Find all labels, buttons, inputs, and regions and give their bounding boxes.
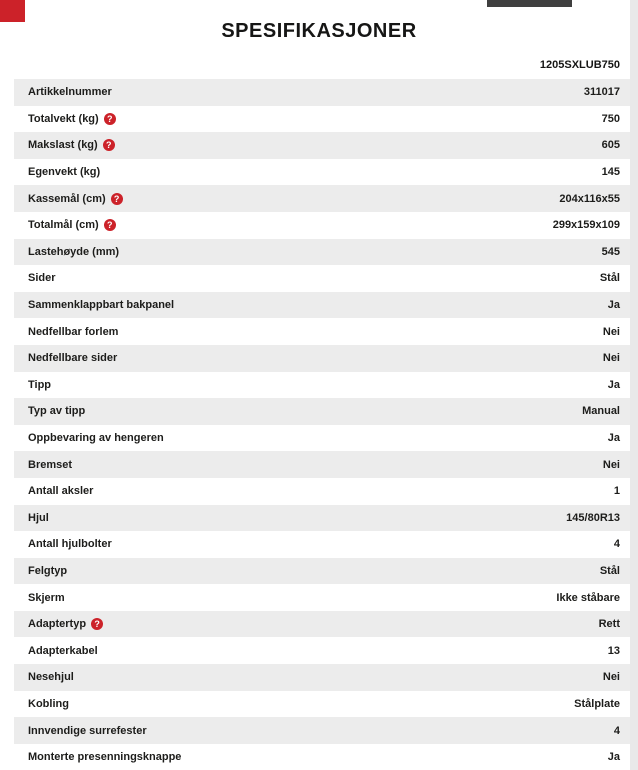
row-label-cell <box>28 485 93 497</box>
table-row <box>14 584 630 611</box>
scrollbar[interactable] <box>630 0 638 770</box>
row-label-cell <box>28 405 85 417</box>
row-label: Adaptertyp <box>28 618 87 631</box>
row-value: 145/80R13 <box>566 511 620 524</box>
row-label: Innvendige surrefester <box>28 724 147 737</box>
top-dark-fragment <box>487 0 572 7</box>
table-row <box>14 79 630 106</box>
table-row <box>14 398 630 425</box>
table-row <box>14 451 630 478</box>
row-label: Nedfellbare sider <box>28 352 118 365</box>
row-value: Nei <box>602 671 620 684</box>
row-label-cell <box>28 193 123 205</box>
row-label: Lastehøyde (mm) <box>28 245 120 258</box>
row-label: Makslast (kg) <box>28 139 98 152</box>
row-value: 299x159x109 <box>552 219 620 232</box>
row-label: Antall hjulbolter <box>28 538 112 551</box>
row-label: Artikkelnummer <box>28 86 112 99</box>
row-label: Nesehjul <box>28 671 74 684</box>
row-value: Ikke ståbare <box>556 591 620 604</box>
row-label-cell <box>28 538 112 550</box>
row-value: 4 <box>613 724 620 737</box>
row-label-cell <box>28 698 69 710</box>
table-row <box>14 691 630 718</box>
help-icon[interactable]: ? <box>103 139 115 151</box>
row-label: Totalmål (cm) <box>28 219 99 232</box>
row-value: Stål <box>599 272 620 285</box>
row-value: 204x116x55 <box>559 192 620 205</box>
table-row <box>14 212 630 239</box>
row-value: Nei <box>602 458 620 471</box>
table-row <box>14 478 630 505</box>
row-label-cell <box>28 352 117 364</box>
row-value: 13 <box>607 644 620 657</box>
red-corner-fragment <box>0 0 25 22</box>
row-value: Nei <box>602 325 620 338</box>
table-row <box>14 372 630 399</box>
row-label: Hjul <box>28 511 49 524</box>
table-row <box>14 717 630 744</box>
row-label-cell <box>28 671 74 683</box>
row-label-cell <box>28 326 118 338</box>
row-label: Bremset <box>28 458 73 471</box>
row-value: Stålplate <box>574 697 620 710</box>
row-value: Ja <box>607 751 620 764</box>
spec-table <box>14 59 630 770</box>
row-label: Kobling <box>28 697 69 710</box>
row-value: Nei <box>602 352 620 365</box>
row-value: Ja <box>607 299 620 312</box>
row-label: Egenvekt (kg) <box>28 166 101 179</box>
row-value: 1 <box>613 485 620 498</box>
spec-table-body <box>14 79 630 770</box>
row-value: 605 <box>601 139 620 152</box>
row-label-cell <box>28 565 67 577</box>
row-label-cell <box>28 139 115 151</box>
row-label-cell <box>28 512 49 524</box>
table-row <box>14 185 630 212</box>
row-value: 545 <box>601 245 620 258</box>
row-label: Antall aksler <box>28 485 94 498</box>
row-label-cell <box>28 618 103 630</box>
row-label-cell <box>28 379 51 391</box>
help-icon[interactable]: ? <box>111 193 123 205</box>
row-label: Nedfellbar forlem <box>28 325 119 338</box>
table-row <box>14 239 630 266</box>
page-title: SPESIFIKASJONER <box>221 20 417 42</box>
table-row <box>14 744 630 770</box>
row-label: Adapterkabel <box>28 644 98 657</box>
row-label-cell <box>28 432 164 444</box>
table-row <box>14 637 630 664</box>
row-label-cell <box>28 166 100 178</box>
row-value: 311017 <box>583 86 620 99</box>
row-label: Tipp <box>28 378 52 391</box>
row-label: Skjerm <box>28 591 65 604</box>
table-row <box>14 558 630 585</box>
table-row <box>14 318 630 345</box>
row-value: 750 <box>601 112 620 125</box>
table-row <box>14 265 630 292</box>
row-label-cell <box>28 459 72 471</box>
table-row <box>14 664 630 691</box>
row-label-cell <box>28 592 65 604</box>
help-icon[interactable]: ? <box>104 219 116 231</box>
row-value: Ja <box>607 378 620 391</box>
row-label: Sammenklappbart bakpanel <box>28 299 175 312</box>
table-row <box>14 132 630 159</box>
table-row <box>14 425 630 452</box>
table-row <box>14 345 630 372</box>
help-icon[interactable]: ? <box>91 618 103 630</box>
row-label: Felgtyp <box>28 564 68 577</box>
row-label-cell <box>28 113 116 125</box>
table-row <box>14 106 630 133</box>
row-value: Ja <box>607 432 620 445</box>
row-label-cell <box>28 86 112 98</box>
row-label-cell <box>28 645 98 657</box>
row-value: 4 <box>613 538 620 551</box>
row-label: Typ av tipp <box>28 405 86 418</box>
table-row <box>14 531 630 558</box>
row-value: 145 <box>601 166 620 179</box>
table-row <box>14 159 630 186</box>
row-label: Oppbevaring av hengeren <box>28 432 164 445</box>
row-label-cell <box>28 246 119 258</box>
row-label: Totalvekt (kg) <box>28 112 99 125</box>
row-value: Manual <box>582 405 620 418</box>
model-column-header: 1205SXLUB750 <box>539 59 620 71</box>
table-row <box>14 292 630 319</box>
row-label-cell <box>28 751 181 763</box>
row-label: Sider <box>28 272 56 285</box>
row-label-cell <box>28 299 174 311</box>
row-label: Kassemål (cm) <box>28 192 106 205</box>
help-icon[interactable]: ? <box>104 113 116 125</box>
row-label-cell <box>28 272 56 284</box>
row-value: Rett <box>598 618 620 631</box>
row-value: Stål <box>599 564 620 577</box>
row-label: Monterte presenningsknappe <box>28 751 182 764</box>
row-label-cell <box>28 219 116 231</box>
row-label-cell <box>28 725 147 737</box>
table-row <box>14 611 630 638</box>
table-row <box>14 505 630 532</box>
